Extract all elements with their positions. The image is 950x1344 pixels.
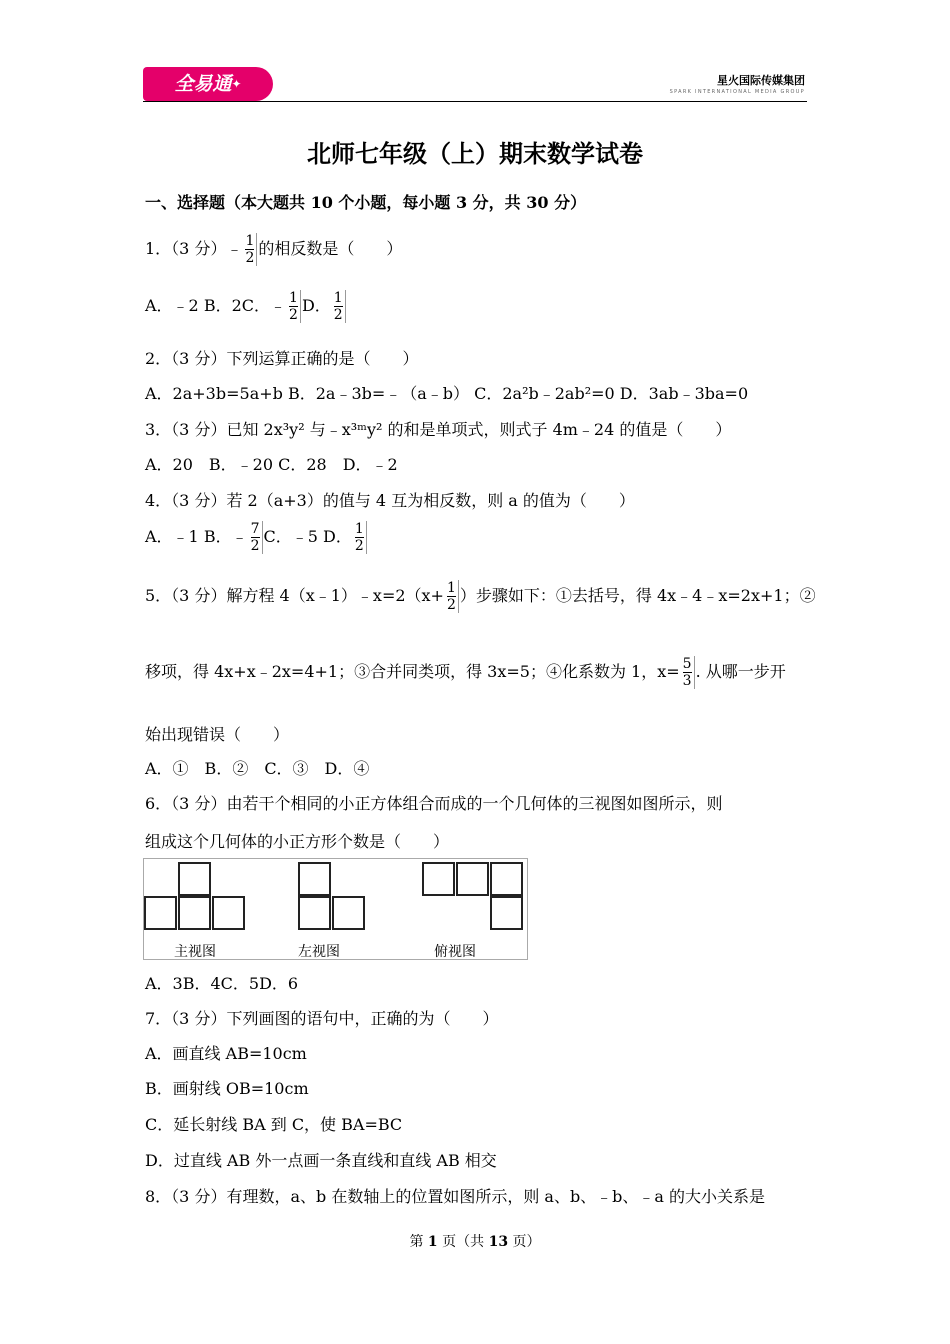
fraction: $\frac{5}{3}$ bbox=[681, 656, 695, 689]
question-8: 8．（3 分）有理数，a、b 在数轴上的位置如图所示，则 a、b、﹣b、﹣a 的大小关系是 bbox=[145, 1187, 766, 1206]
q7-option-a: A．画直线 AB=10cm bbox=[145, 1044, 307, 1063]
sparkle-icon: ✦ bbox=[231, 77, 242, 91]
q5-line2-b: . 从哪一步开 bbox=[695, 662, 786, 681]
fraction: $\frac{1}{2}$ bbox=[332, 290, 346, 323]
q4-options bbox=[145, 521, 368, 554]
q5-line1-a: 5．（3 分）解方程 4（x﹣1）﹣x=2（x+ bbox=[145, 586, 444, 605]
header-divider bbox=[143, 101, 807, 102]
q1-options-text: A．﹣2 B．2C．﹣ bbox=[145, 296, 287, 315]
logo-text: 全易通 bbox=[174, 73, 232, 95]
question-2: 2．（3 分）下列运算正确的是（ ） bbox=[145, 349, 419, 368]
question-6: 6．（3 分）由若干个相同的小正方体组合而成的一个几何体的三视图如图所示，则 bbox=[145, 794, 723, 813]
page-footer: 第 1 页（共 13 页） bbox=[409, 1234, 541, 1250]
fraction: $\frac{1}{2}$ bbox=[445, 580, 459, 613]
question-7: 7．（3 分）下列画图的语句中，正确的为（ ） bbox=[145, 1009, 499, 1028]
q5-options: A．① B．② C．③ D．④ bbox=[145, 759, 370, 778]
q4-options-text: A．﹣1 B．﹣ bbox=[145, 527, 248, 546]
brand-subtitle: SPARK INTERNATIONAL MEDIA GROUP bbox=[669, 89, 805, 95]
label-front-view: 主视图 bbox=[174, 944, 216, 960]
question-4: 4．（3 分）若 2（a+3）的值与 4 互为相反数，则 a 的值为（ ） bbox=[145, 491, 635, 510]
section-heading: 一、选择题（本大题共 10 个小题，每小题 3 分，共 30 分） bbox=[145, 193, 587, 212]
question-5 bbox=[145, 580, 816, 613]
q6-options: A．3B．4C．5D．6 bbox=[145, 974, 299, 993]
q7-option-c: C．延长射线 BA 到 C，使 BA=BC bbox=[145, 1115, 403, 1134]
fraction: $\frac{1}{2}$ bbox=[287, 290, 301, 323]
label-top-view: 俯视图 bbox=[434, 944, 476, 960]
question-1 bbox=[145, 233, 402, 266]
q1-options bbox=[145, 290, 347, 323]
q5-line2-a: 移项，得 4x+x﹣2x=4+1；③合并同类项，得 3x=5；④化系数为 1，x= bbox=[145, 662, 680, 681]
label-left-view: 左视图 bbox=[298, 944, 340, 960]
q7-option-b: B．画射线 OB=10cm bbox=[145, 1079, 309, 1098]
fraction: $\frac{1}{2}$ bbox=[353, 521, 367, 554]
q4-option-c: C．﹣5 D． bbox=[263, 527, 352, 546]
question-3: 3．（3 分）已知 2x³y² 与﹣x³ᵐy² 的和是单项式，则式子 4m﹣24 的值是（ ） bbox=[145, 420, 732, 439]
fraction: $\frac{7}{2}$ bbox=[249, 521, 263, 554]
page-title: 北师七年级（上）期末数学试卷 bbox=[307, 139, 643, 168]
q5-line2 bbox=[145, 656, 786, 689]
fraction: $\frac{1}{2}$ bbox=[243, 233, 257, 266]
q3-options: A．20 B．﹣20 C．28 D．﹣2 bbox=[145, 455, 398, 474]
q6-line2: 组成这个几何体的小正方形个数是（ ） bbox=[145, 832, 450, 851]
brand-name: 星火国际传媒集团 bbox=[717, 74, 805, 87]
page-number: 1 bbox=[427, 1234, 438, 1250]
q2-options: A．2a+3b=5a+b B．2a﹣3b=﹣（a﹣b） C．2a²b﹣2ab²=0 D．3ab﹣3ba=0 bbox=[145, 384, 749, 403]
three-view-figure bbox=[143, 858, 528, 960]
q5-line1-b: ）步骤如下：①去括号，得 4x﹣4﹣x=2x+1；② bbox=[459, 586, 816, 605]
logo bbox=[143, 67, 273, 101]
q7-option-d: D．过直线 AB 外一点画一条直线和直线 AB 相交 bbox=[145, 1151, 497, 1170]
q1-prefix: 1．（3 分）﹣ bbox=[145, 239, 243, 258]
brand bbox=[670, 72, 805, 95]
total-pages: 13 bbox=[488, 1234, 509, 1250]
q1-option-d: D． bbox=[301, 296, 331, 315]
q5-line3: 始出现错误（ ） bbox=[145, 725, 290, 744]
q1-suffix: 的相反数是（ ） bbox=[258, 239, 403, 258]
